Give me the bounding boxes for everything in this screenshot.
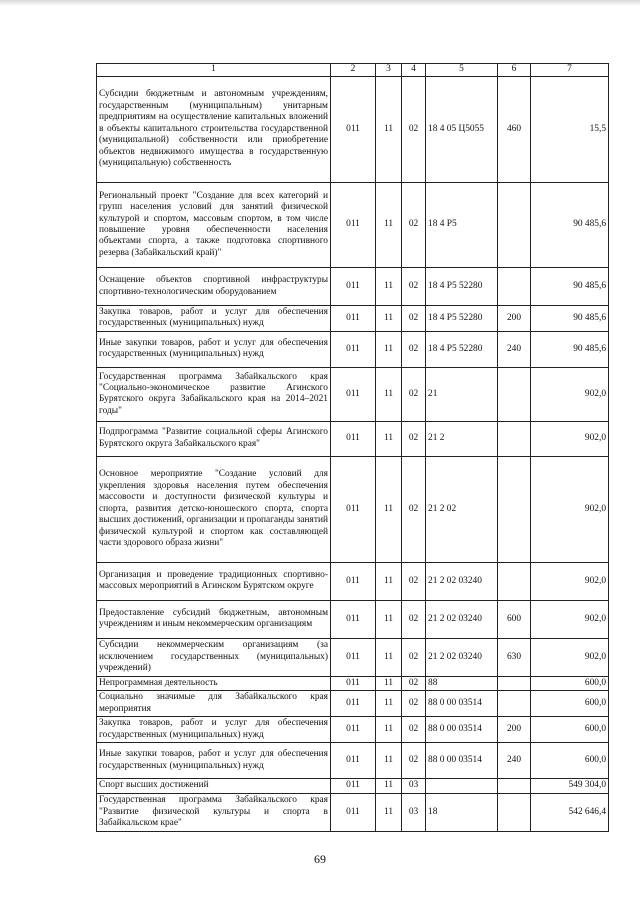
row-target-article: 88 0 00 03514 (426, 717, 498, 743)
row-subsection-code: 02 (402, 562, 426, 600)
row-amount: 902,0 (531, 638, 609, 676)
row-subsection-code: 02 (402, 691, 426, 717)
row-name: Основное мероприятие "Создание условий для укрепления здоровья населения путем обеспечения массовости и доступности физической культуры и спорта, развития детско-юношеского спорта, спорта высших достижений, организации и пропаганды занятий физической культурой и спортом как составляющей части здорового образа жизни" (97, 456, 331, 562)
row-ministry-code: 011 (331, 717, 376, 743)
row-subsection-code: 02 (402, 600, 426, 638)
row-section-code: 11 (376, 77, 402, 183)
row-subsection-code: 02 (402, 717, 426, 743)
table-body (97, 77, 609, 832)
row-target-article: 21 2 02 03240 (426, 638, 498, 676)
page-number: 69 (314, 852, 326, 866)
row-section-code: 11 (376, 456, 402, 562)
row-expense-type (498, 793, 531, 831)
row-section-code: 11 (376, 331, 402, 367)
row-subsection-code: 02 (402, 456, 426, 562)
table-row (97, 562, 609, 600)
row-ministry-code: 011 (331, 421, 376, 456)
row-amount: 902,0 (531, 367, 609, 421)
row-subsection-code: 02 (402, 638, 426, 676)
row-section-code: 11 (376, 367, 402, 421)
row-target-article: 18 4 P5 52280 (426, 268, 498, 306)
row-ministry-code: 011 (331, 77, 376, 183)
row-ministry-code: 011 (331, 691, 376, 717)
row-name: Иные закупки товаров, работ и услуг для обеспечения государственных (муниципальных) нужд (97, 743, 331, 779)
table-row (97, 793, 609, 831)
row-target-article: 88 0 00 03514 (426, 691, 498, 717)
row-target-article: 88 (426, 676, 498, 690)
row-expense-type: 460 (498, 77, 531, 183)
row-name: Предоставление субсидий бюджетным, автономным учреждениям и иным некоммерческим организациям (97, 600, 331, 638)
row-ministry-code: 011 (331, 793, 376, 831)
row-amount: 90 485,6 (531, 268, 609, 306)
row-expense-type (498, 268, 531, 306)
row-ministry-code: 011 (331, 676, 376, 690)
row-expense-type: 600 (498, 600, 531, 638)
row-expense-type: 200 (498, 717, 531, 743)
table-row (97, 638, 609, 676)
table-row (97, 600, 609, 638)
row-name: Региональный проект "Создание для всех категорий и групп населения условий для занятий физической культурой и спортом, массовым спортом, в том числе повышение уровня обеспеченности населения объектами спорта, а также подготовка спортивного резерва (Забайкальский край)" (97, 183, 331, 268)
row-ministry-code: 011 (331, 562, 376, 600)
row-target-article: 88 0 00 03514 (426, 743, 498, 779)
row-target-article: 18 4 05 Ц5055 (426, 77, 498, 183)
row-name: Субсидии бюджетным и автономным учреждениям, государственным (муниципальным) унитарным предприятиям на осуществление капитальных вложений в объекты капитального строительства государственной (муниципальной) собственности или приобретение объектов недвижимого имущества в государственную (муниципальную) собственность (97, 77, 331, 183)
row-ministry-code: 011 (331, 367, 376, 421)
row-subsection-code: 02 (402, 183, 426, 268)
row-name: Непрограммная деятельность (97, 676, 331, 690)
row-amount: 15,5 (531, 77, 609, 183)
table-row (97, 268, 609, 306)
table-row (97, 779, 609, 793)
row-name: Спорт высших достижений (97, 779, 331, 793)
row-subsection-code: 02 (402, 421, 426, 456)
row-name: Социально значимые для Забайкальского края мероприятия (97, 691, 331, 717)
row-section-code: 11 (376, 638, 402, 676)
row-expense-type (498, 562, 531, 600)
row-ministry-code: 011 (331, 638, 376, 676)
row-subsection-code: 03 (402, 793, 426, 831)
row-expense-type (498, 183, 531, 268)
row-target-article: 18 (426, 793, 498, 831)
column-header-2: 2 (331, 64, 376, 77)
row-expense-type (498, 456, 531, 562)
row-section-code: 11 (376, 562, 402, 600)
table-row (97, 691, 609, 717)
row-target-article: 21 2 02 (426, 456, 498, 562)
row-section-code: 11 (376, 183, 402, 268)
row-expense-type (498, 367, 531, 421)
row-section-code: 11 (376, 691, 402, 717)
row-expense-type (498, 779, 531, 793)
row-target-article: 21 (426, 367, 498, 421)
row-amount: 902,0 (531, 421, 609, 456)
column-header-4: 4 (402, 64, 426, 77)
column-header-1: 1 (97, 64, 331, 77)
row-name: Государственная программа Забайкальского края "Социально-экономическое развитие Агинского Бурятского округа Забайкальского края на 2014–2021 годы" (97, 367, 331, 421)
row-section-code: 11 (376, 793, 402, 831)
table-row (97, 77, 609, 183)
row-amount: 902,0 (531, 456, 609, 562)
row-amount: 902,0 (531, 562, 609, 600)
row-name: Закупка товаров, работ и услуг для обеспечения государственных (муниципальных) нужд (97, 306, 331, 332)
row-amount: 542 646,4 (531, 793, 609, 831)
table-row (97, 421, 609, 456)
row-expense-type (498, 691, 531, 717)
column-header-7: 7 (531, 64, 609, 77)
row-section-code: 11 (376, 600, 402, 638)
row-target-article: 21 2 (426, 421, 498, 456)
row-ministry-code: 011 (331, 268, 376, 306)
row-name: Субсидии некоммерческим организациям (за исключением государственных (муниципальных) учреждений) (97, 638, 331, 676)
row-subsection-code: 02 (402, 367, 426, 421)
row-ministry-code: 011 (331, 306, 376, 332)
row-section-code: 11 (376, 743, 402, 779)
row-target-article: 18 4 P5 (426, 183, 498, 268)
column-header-3: 3 (376, 64, 402, 77)
row-target-article: 21 2 02 03240 (426, 562, 498, 600)
table-row (97, 306, 609, 332)
row-expense-type: 240 (498, 331, 531, 367)
table-row (97, 743, 609, 779)
row-ministry-code: 011 (331, 743, 376, 779)
table-row (97, 717, 609, 743)
row-section-code: 11 (376, 306, 402, 332)
column-header-5: 5 (426, 64, 498, 77)
table-row (97, 331, 609, 367)
row-section-code: 11 (376, 421, 402, 456)
row-target-article: 18 4 P5 52280 (426, 331, 498, 367)
row-ministry-code: 011 (331, 600, 376, 638)
row-amount: 90 485,6 (531, 183, 609, 268)
row-name: Подпрограмма "Развитие социальной сферы Агинского Бурятского округа Забайкальского края" (97, 421, 331, 456)
row-amount: 600,0 (531, 691, 609, 717)
row-amount: 549 304,0 (531, 779, 609, 793)
table-row (97, 183, 609, 268)
row-subsection-code: 03 (402, 779, 426, 793)
row-expense-type: 630 (498, 638, 531, 676)
row-name: Оснащение объектов спортивной инфраструктуры спортивно-технологическим оборудованием (97, 268, 331, 306)
row-subsection-code: 02 (402, 676, 426, 690)
row-amount: 902,0 (531, 600, 609, 638)
budget-table (96, 63, 609, 832)
table-row (97, 456, 609, 562)
row-expense-type: 240 (498, 743, 531, 779)
row-section-code: 11 (376, 779, 402, 793)
row-name: Государственная программа Забайкальского края "Развитие физической культуры и спорта в Забайкальском крае" (97, 793, 331, 831)
row-expense-type: 200 (498, 306, 531, 332)
row-amount: 90 485,6 (531, 306, 609, 332)
row-name: Закупка товаров, работ и услуг для обеспечения государственных (муниципальных) нужд (97, 717, 331, 743)
row-section-code: 11 (376, 717, 402, 743)
row-amount: 600,0 (531, 743, 609, 779)
row-ministry-code: 011 (331, 331, 376, 367)
table-row (97, 676, 609, 690)
row-expense-type (498, 421, 531, 456)
row-section-code: 11 (376, 268, 402, 306)
row-target-article: 18 4 P5 52280 (426, 306, 498, 332)
row-ministry-code: 011 (331, 779, 376, 793)
row-name: Иные закупки товаров, работ и услуг для обеспечения государственных (муниципальных) нужд (97, 331, 331, 367)
row-expense-type (498, 676, 531, 690)
row-name: Организация и проведение традиционных спортивно-массовых мероприятий в Агинском Бурятском округе (97, 562, 331, 600)
row-target-article (426, 779, 498, 793)
row-target-article: 21 2 02 03240 (426, 600, 498, 638)
row-subsection-code: 02 (402, 77, 426, 183)
row-amount: 600,0 (531, 676, 609, 690)
row-amount: 600,0 (531, 717, 609, 743)
row-section-code: 11 (376, 676, 402, 690)
page-top-shadow (0, 0, 640, 6)
row-subsection-code: 02 (402, 331, 426, 367)
row-amount: 90 485,6 (531, 331, 609, 367)
row-subsection-code: 02 (402, 743, 426, 779)
row-subsection-code: 02 (402, 306, 426, 332)
row-ministry-code: 011 (331, 456, 376, 562)
row-ministry-code: 011 (331, 183, 376, 268)
row-subsection-code: 02 (402, 268, 426, 306)
table-row (97, 367, 609, 421)
table-header-row (97, 64, 609, 77)
column-header-6: 6 (498, 64, 531, 77)
